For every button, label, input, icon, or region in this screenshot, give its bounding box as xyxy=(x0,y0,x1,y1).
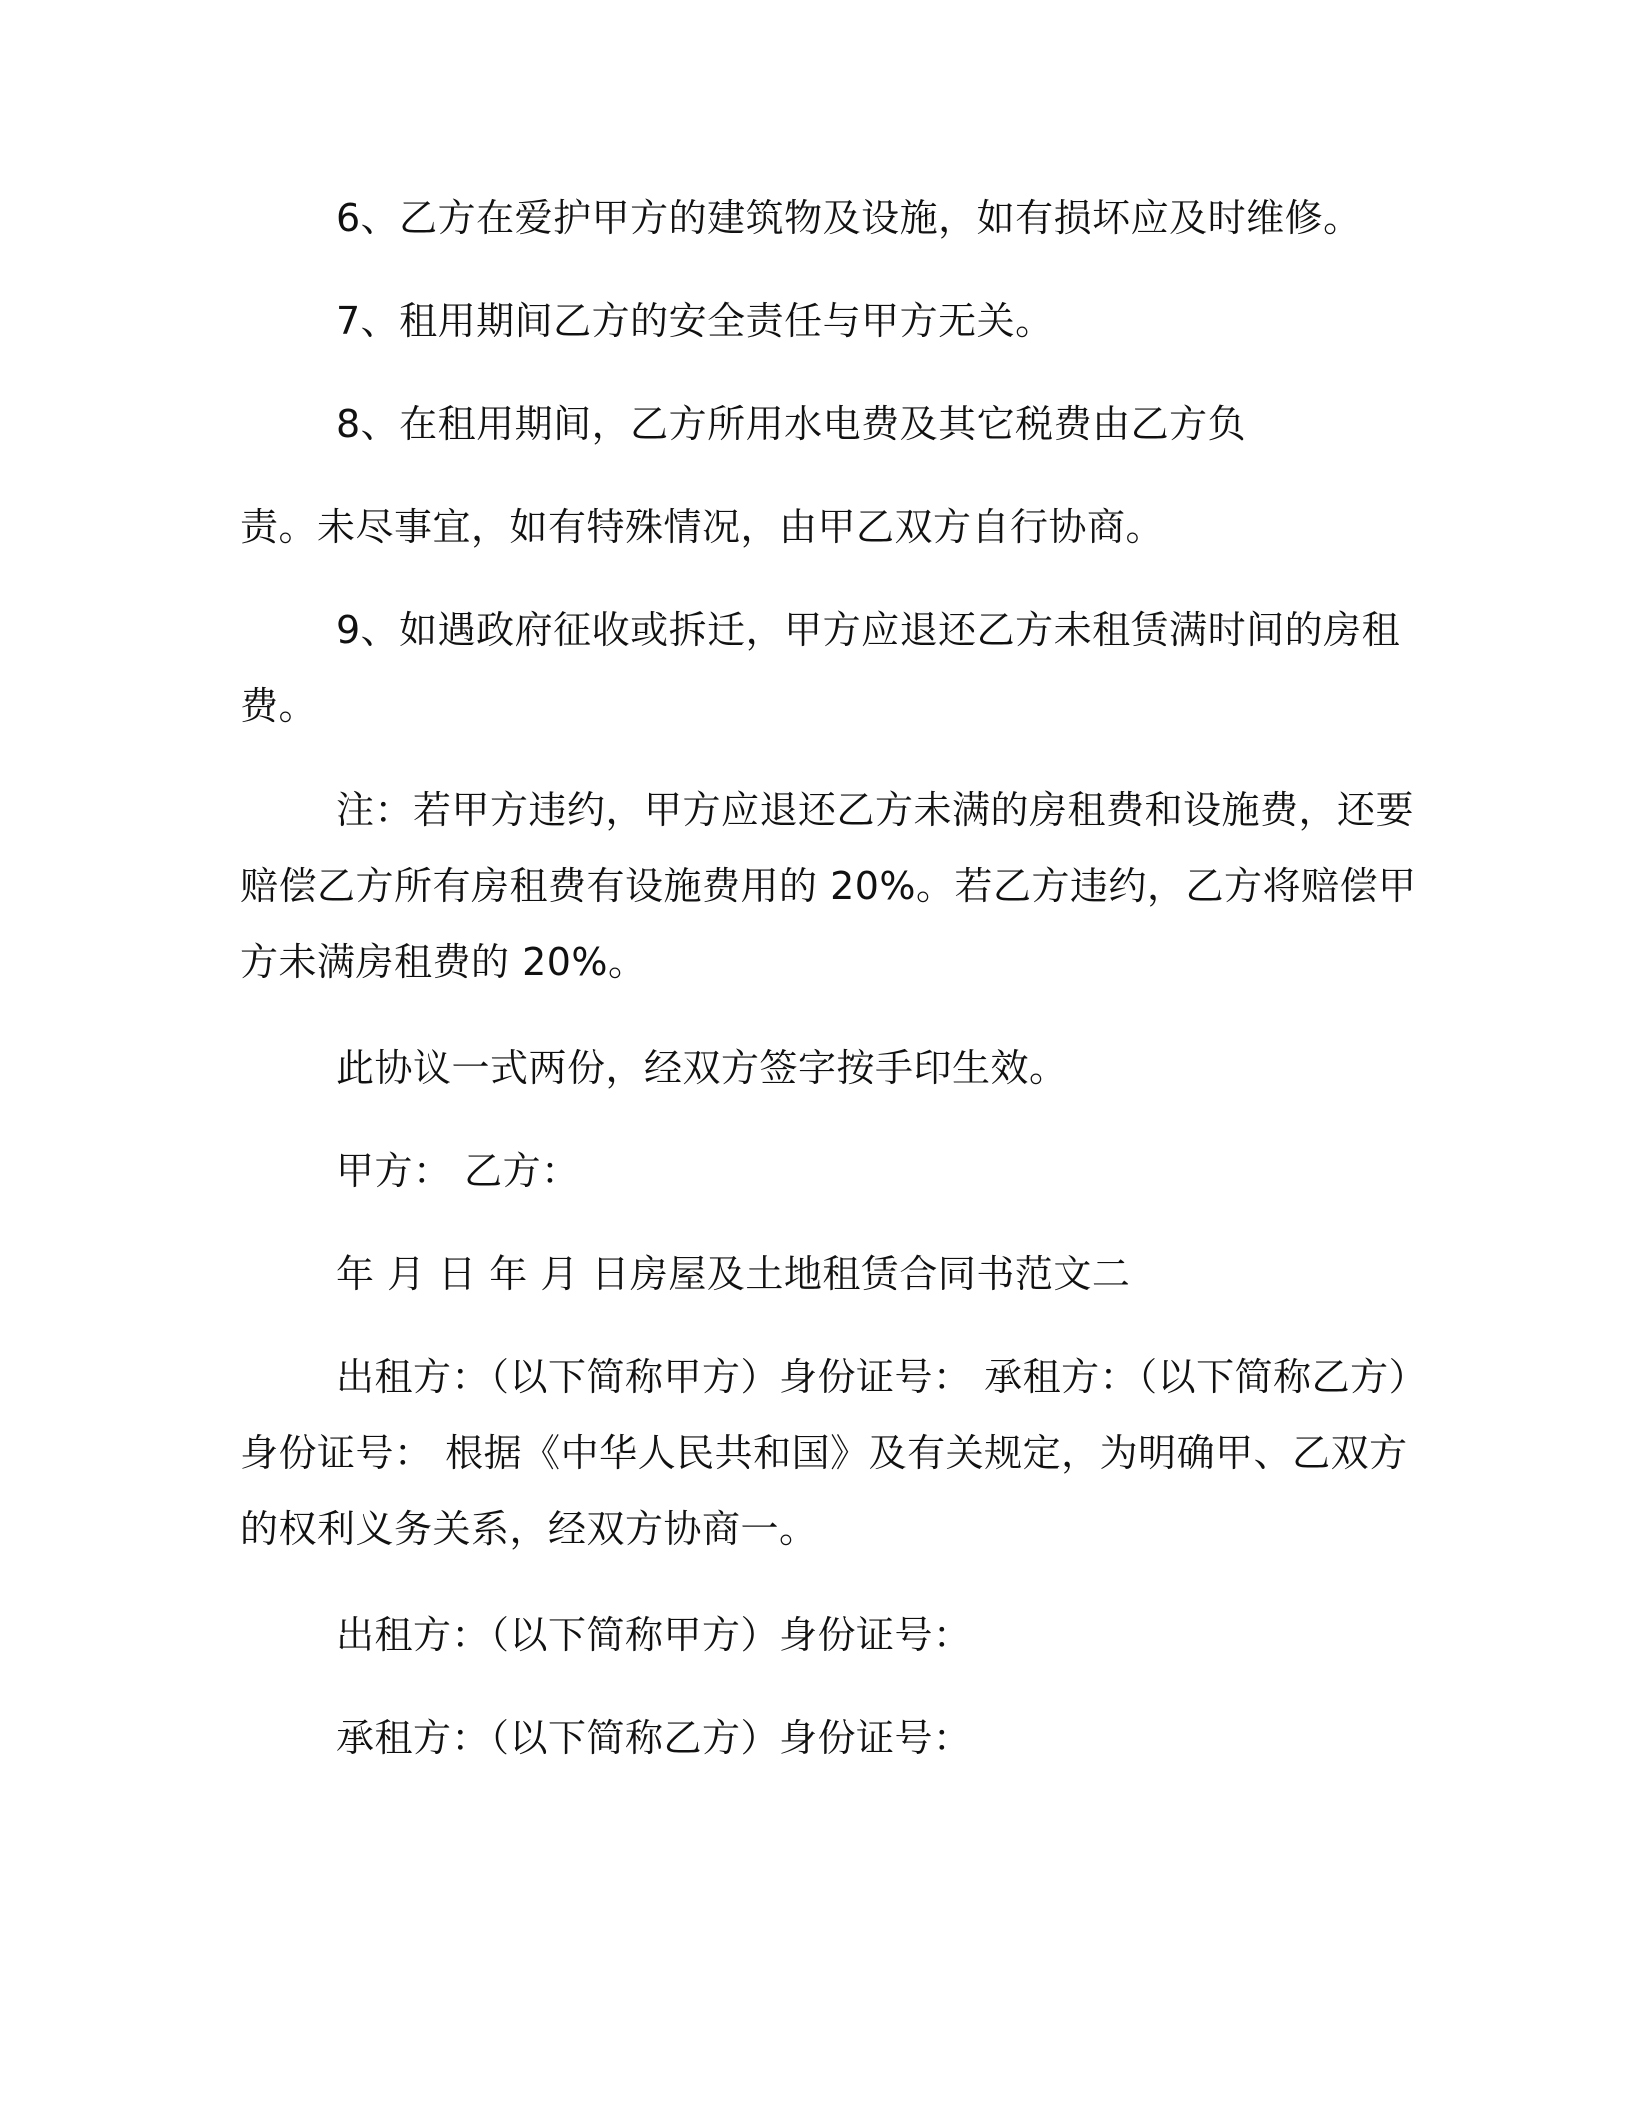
note-line-3: 方未满房租费的 20%。 xyxy=(240,940,647,984)
note-line-1: 注：若甲方违约，甲方应退还乙方未满的房租费和设施费，还要 xyxy=(336,788,1415,832)
lessor-line-1: 出租方：（以下简称甲方）身份证号： xyxy=(336,1613,972,1657)
parties-line-1: 甲方： 乙方： xyxy=(336,1149,580,1193)
note-line-2: 赔偿乙方所有房租费有设施费用的 20%。若乙方违约，乙方将赔偿甲 xyxy=(240,864,1417,908)
date-and-title xyxy=(240,1236,1380,1312)
clause-7 xyxy=(240,283,1380,359)
clause-8-part-2 xyxy=(240,489,1380,565)
clause-6 xyxy=(240,180,1380,256)
clause-8-part-1 xyxy=(240,386,1380,462)
lessee-line xyxy=(240,1700,1380,1776)
note-paragraph xyxy=(240,772,1417,1000)
clause-6-line-1: 6、乙方在爱护甲方的建筑物及设施，如有损坏应及时维修。 xyxy=(336,196,1362,240)
lessor-lessee-line-1: 出租方：（以下简称甲方）身份证号： 承租方：（以下简称乙方） xyxy=(336,1355,1428,1399)
clause-8-line-1: 8、在租用期间，乙方所用水电费及其它税费由乙方负 xyxy=(336,402,1247,446)
lessor-line xyxy=(240,1597,1380,1673)
signature-parties xyxy=(240,1133,1380,1209)
clause-8-line-2: 责。未尽事宜，如有特殊情况，由甲乙双方自行协商。 xyxy=(240,505,1165,549)
lessor-lessee-line-3: 的权利义务关系，经双方协商一。 xyxy=(240,1507,818,1551)
clause-7-line-1: 7、租用期间乙方的安全责任与甲方无关。 xyxy=(336,299,1054,343)
lessee-line-1: 承租方：（以下简称乙方）身份证号： xyxy=(336,1716,972,1760)
effect-statement xyxy=(240,1030,1380,1106)
date-title-line-1: 年 月 日 年 月 日房屋及土地租赁合同书范文二 xyxy=(336,1252,1131,1296)
lessor-lessee-line-2: 身份证号： 根据《中华人民共和国》及有关规定，为明确甲、乙双方 xyxy=(240,1431,1408,1475)
lessor-lessee-paragraph xyxy=(240,1339,1428,1567)
effect-line-1: 此协议一式两份，经双方签字按手印生效。 xyxy=(336,1046,1068,1090)
clause-9-line-1: 9、如遇政府征收或拆迁，甲方应退还乙方未租赁满时间的房租 xyxy=(336,608,1401,652)
clause-9-line-2: 费。 xyxy=(240,684,318,728)
clause-9 xyxy=(240,592,1401,744)
